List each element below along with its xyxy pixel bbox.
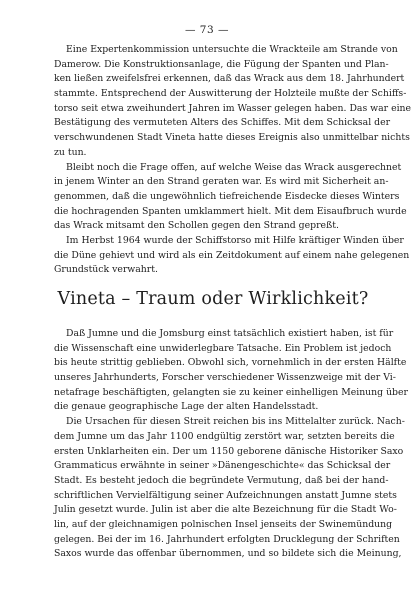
paragraph: [54, 415, 405, 562]
text-line: verschwundenen Stadt Vineta hatte dieses Ereignis also unmittelbar nichts: [54, 132, 410, 144]
text-line: Julin gesetzt wurde. Julin ist aber die alte Bezeichnung für die Stadt Wo-: [54, 504, 397, 516]
text-line: netafrage beschäftigten, gelangten sie zu keiner einhelligen Meinung über: [54, 386, 408, 398]
paragraph: [54, 327, 408, 415]
text-line: die Wissenschaft eine unwiderlegbare Tatsache. Ein Problem ist jedoch: [54, 342, 392, 354]
text-line: die Düne gehievt und wird als ein Zeitdokument auf einem nahe gelegenen: [54, 249, 410, 261]
text-line: gelegen. Bei der im 16. Jahrhundert erfolgten Drucklegung der Schriften: [54, 533, 400, 545]
text-line: ken ließen zweifelsfrei erkennen, daß das Wrack aus dem 18. Jahrhundert: [54, 73, 405, 85]
body-text-bottom: [54, 327, 408, 562]
text-line: Bestätigung des vermuteten Alters des Schiffes. Mit dem Schicksal der: [54, 117, 391, 129]
text-line: torso seit etwa zweihundert Jahren im Wasser gelegen haben. Das war eine: [54, 102, 412, 114]
text-line: Daß Jumne und die Jomsburg einst tatsächlich existiert haben, ist für: [66, 328, 394, 339]
paragraph: [54, 161, 407, 234]
text-line: stammte. Entsprechend der Auswitterung der Holzteile mußte der Schiffs-: [54, 88, 407, 100]
text-line: bis heute strittig geblieben. Obwohl sich, vornehmlich in der ersten Hälfte: [54, 357, 407, 369]
paragraph: [54, 43, 412, 161]
page-number: — 73 —: [184, 24, 230, 36]
text-line: in jenem Winter an den Strand geraten war. Es wird mit Sicherheit an-: [54, 176, 389, 188]
text-line: Bleibt noch die Frage offen, auf welche Weise das Wrack ausgerechnet: [66, 161, 402, 173]
text-line: die genaue geographische Lage der alten Handelsstadt.: [54, 401, 319, 413]
text-line: Stadt. Es besteht jedoch die begründete Vermutung, daß bei der hand-: [54, 474, 389, 486]
text-line: die hochragenden Spanten umklammert hielt. Mit dem Eisaufbruch wurde: [54, 205, 407, 217]
paragraph: [54, 234, 410, 278]
text-line: Damerow. Die Konstruktionsanlage, die Fügung der Spanten und Plan-: [54, 58, 389, 70]
text-line: das Wrack mitsamt den Schollen gegen den Strand gepreßt.: [54, 220, 339, 232]
text-line: ersten Unklarheiten ein. Der um 1150 geborene dänische Historiker Saxo: [54, 445, 404, 457]
text-line: Grammaticus erwähnte in seiner »Dänengeschichte« das Schicksal der: [54, 460, 391, 472]
text-line: Eine Expertenkommission untersuchte die Wrackteile am Strande von: [66, 44, 398, 55]
text-line: Die Ursachen für diesen Streit reichen bis ins Mittelalter zurück. Nach-: [66, 416, 405, 428]
text-line: genommen, daß die ungewöhnlich tiefreichende Eisdecke dieses Winters: [54, 190, 400, 202]
text-line: dem Jumne um das Jahr 1100 endgültig zerstört war, setzten bereits die: [54, 430, 395, 442]
text-line: lin, auf der gleichnamigen polnischen Insel jenseits der Swinemündung: [54, 518, 393, 530]
text-line: Saxos wurde das offenbar übernommen, und so bildete sich die Meinung,: [54, 548, 402, 560]
text-line: unseres Jahrhunderts, Forscher verschiedener Wissenzweige mit der Vi-: [54, 372, 396, 384]
text-line: Im Herbst 1964 wurde der Schiffstorso mit Hilfe kräftiger Winden über: [66, 234, 404, 246]
text-line: zu tun.: [54, 146, 87, 158]
section-heading: Vineta – Traum oder Wirklichkeit?: [57, 289, 369, 309]
text-line: schriftlichen Vervielfältigung seiner Aufzeichnungen anstatt Jumne stets: [54, 489, 397, 501]
text-line: Grundstück verwahrt.: [54, 264, 158, 276]
body-text-top: [54, 43, 412, 278]
